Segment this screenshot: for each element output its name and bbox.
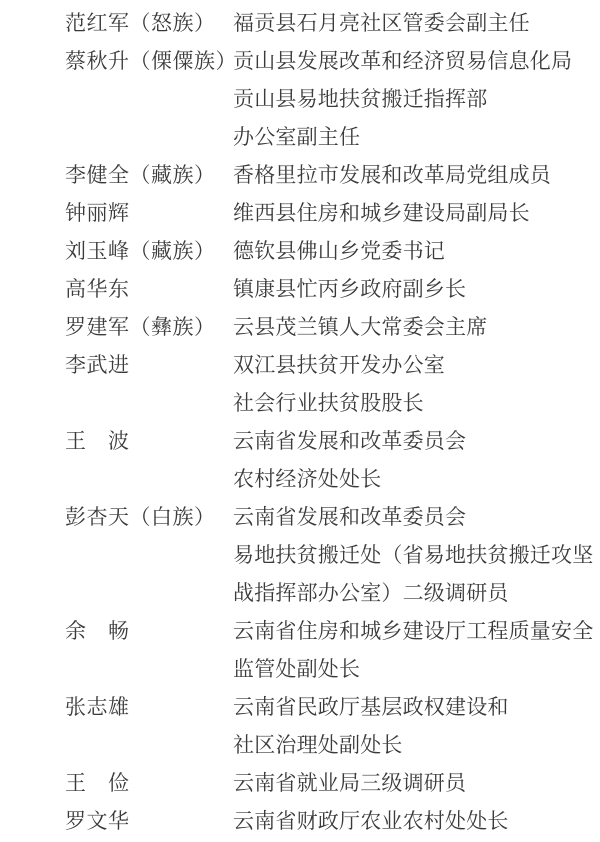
person-position bbox=[233, 156, 590, 194]
roster-entry bbox=[65, 194, 590, 232]
person-name: 罗建军（彝族） bbox=[65, 315, 216, 339]
personnel-roster bbox=[65, 4, 594, 840]
roster-entry bbox=[65, 232, 590, 270]
person-position bbox=[233, 4, 590, 42]
person-name: 张志雄 bbox=[65, 695, 130, 719]
person-position bbox=[233, 422, 590, 498]
position-line: 云南省就业局三级调研员 bbox=[233, 771, 467, 795]
roster-entry bbox=[65, 764, 590, 802]
person-name: 彭杏天（白族） bbox=[65, 505, 216, 529]
position-line: 云县茂兰镇人大常委会主席 bbox=[233, 315, 488, 339]
position-line: 云南省民政厅基层政权建设和 bbox=[233, 695, 509, 719]
position-line: 香格里拉市发展和改革局党组成员 bbox=[233, 163, 551, 187]
person-position bbox=[233, 194, 590, 232]
roster-entry bbox=[65, 4, 590, 42]
position-line: 战指挥部办公室）二级调研员 bbox=[233, 581, 509, 605]
roster-entry bbox=[65, 498, 594, 612]
position-line: 贡山县发展改革和经济贸易信息化局 bbox=[233, 49, 573, 73]
position-line: 云南省住房和城乡建设厅工程质量安全 bbox=[233, 619, 594, 643]
position-line: 贡山县易地扶贫搬迁指挥部 bbox=[233, 87, 488, 111]
person-name: 王 波 bbox=[65, 429, 130, 453]
position-line: 办公室副主任 bbox=[233, 125, 361, 149]
position-line: 云南省发展和改革委员会 bbox=[233, 505, 467, 529]
person-position bbox=[233, 42, 590, 156]
position-line: 监管处副处长 bbox=[233, 657, 361, 681]
person-position bbox=[233, 232, 590, 270]
person-name: 刘玉峰（藏族） bbox=[65, 239, 216, 263]
person-name: 李武进 bbox=[65, 353, 130, 377]
roster-entry bbox=[65, 802, 590, 840]
person-name: 李健全（藏族） bbox=[65, 163, 216, 187]
person-name: 王 俭 bbox=[65, 771, 130, 795]
person-position bbox=[233, 308, 590, 346]
position-line: 镇康县忙丙乡政府副乡长 bbox=[233, 277, 467, 301]
position-line: 农村经济处处长 bbox=[233, 467, 382, 491]
position-line: 云南省发展和改革委员会 bbox=[233, 429, 467, 453]
person-name: 余 畅 bbox=[65, 619, 130, 643]
roster-entry bbox=[65, 422, 590, 498]
person-position bbox=[233, 612, 593, 688]
roster-entry bbox=[65, 42, 590, 156]
person-name: 范红军（怒族） bbox=[65, 11, 216, 35]
person-position bbox=[233, 346, 590, 422]
position-line: 云南省财政厅农业农村处处长 bbox=[233, 809, 509, 833]
roster-entry bbox=[65, 612, 594, 688]
roster-entry bbox=[65, 308, 590, 346]
person-position bbox=[233, 802, 590, 840]
person-position bbox=[233, 498, 593, 612]
position-line: 福贡县石月亮社区管委会副主任 bbox=[233, 11, 530, 35]
person-position bbox=[233, 764, 590, 802]
position-line: 维西县住房和城乡建设局副局长 bbox=[233, 201, 530, 225]
roster-entry bbox=[65, 156, 590, 194]
person-name: 罗文华 bbox=[65, 809, 130, 833]
position-line: 社会行业扶贫股股长 bbox=[233, 391, 424, 415]
person-name: 蔡秋升（傈僳族） bbox=[65, 49, 237, 73]
position-line: 易地扶贫搬迁处（省易地扶贫搬迁攻坚 bbox=[233, 543, 594, 567]
person-position bbox=[233, 270, 590, 308]
person-position bbox=[233, 688, 590, 764]
position-line: 双江县扶贫开发办公室 bbox=[233, 353, 445, 377]
roster-entry bbox=[65, 688, 590, 764]
roster-entry bbox=[65, 270, 590, 308]
position-line: 社区治理处副处长 bbox=[233, 733, 403, 757]
roster-entry bbox=[65, 346, 590, 422]
person-name: 高华东 bbox=[65, 277, 130, 301]
person-name: 钟丽辉 bbox=[65, 201, 130, 225]
position-line: 德钦县佛山乡党委书记 bbox=[233, 239, 445, 263]
